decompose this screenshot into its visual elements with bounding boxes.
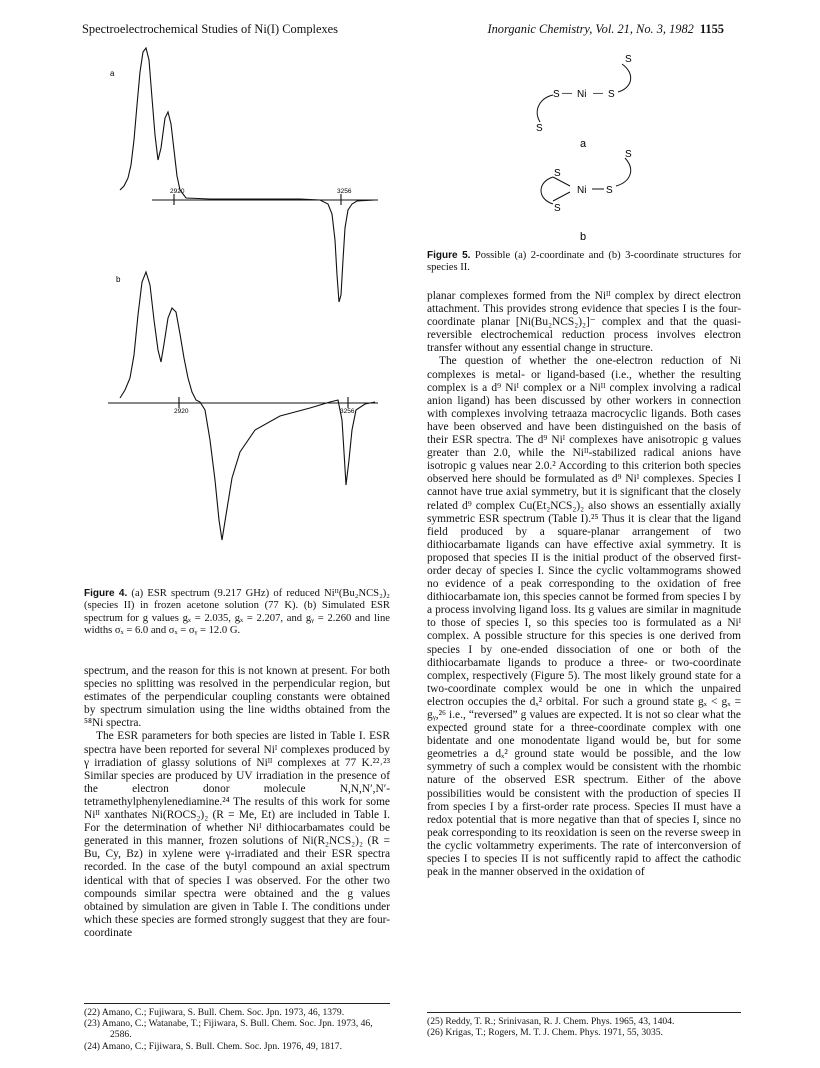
structure-b-s-top: S (625, 149, 632, 160)
structure-a-s-right: S (608, 89, 615, 100)
structure-a-s-bottom: S (536, 123, 543, 134)
panel-b-tick-label-2920: 2920 (174, 408, 189, 415)
left-references (84, 1007, 390, 1052)
footnote-rule-right (427, 1012, 741, 1013)
structure-b-s-lower: S (554, 203, 561, 214)
panel-a-label: a (110, 69, 115, 78)
structure-b (541, 158, 631, 204)
spectrum-b-trace (120, 272, 375, 540)
right-references (427, 1016, 741, 1038)
structure-a-s-top: S (625, 54, 632, 65)
structure-a-ni: Ni (577, 89, 587, 100)
figure-4-label: Figure 4. (84, 588, 128, 599)
structure-b-ni: Ni (577, 185, 587, 196)
footnote-rule-left (84, 1003, 390, 1004)
page-number: 1155 (699, 22, 724, 36)
figure-5-label: Figure 5. (427, 250, 471, 261)
body-paragraph: planar complexes formed from the Niᴵᴵ complex by direct electron attachment. This provides strong evidence that species I is the four-coordinate planar [Ni(Bu₂NCS₂)₂]⁻ complex and that the quasi-reversible electrochemical reduction process involves electron transfer without any essential change in structure. (427, 290, 741, 355)
right-column-body (427, 290, 741, 879)
reference: (22) Amano, C.; Fujiwara, S. Bull. Chem. Soc. Jpn. 1973, 46, 1379. (84, 1007, 345, 1018)
structure-a-s-left: S (553, 89, 560, 100)
structure-a-bond-1: — (562, 88, 572, 99)
running-header-left: Spectroelectrochemical Studies of Ni(I) Complexes (82, 22, 338, 36)
reference: (26) Krigas, T.; Rogers, M. T. J. Chem. Phys. 1971, 55, 3035. (427, 1027, 663, 1039)
figure-4-text: (a) ESR spectrum (9.217 GHz) of reduced Niᴵᴵ(Bu₂NCS₂)₂ (species II) in frozen acetone solution (77 K). (b) Simulated ESR spectrum for g values gₓ = 2.035, gₓ = 2.207, and gᵧ = 2.260 and line widths σₓ = 6.0 and σₓ = σᵧ = 12.0 G. (84, 588, 390, 637)
body-paragraph: The ESR parameters for both species are listed in Table I. ESR spectra have been reported for several Niᴵ complexes produced by γ irradiation of glassy solutions of Niᴵᴵ complexes at 77 K.²²˒²³ Similar species are produced by UV irradiation in the presence of the electron donor molecule N,N,N′,N′-tetramethylphenylenediamine.²⁴ The results of this work for some Niᴵᴵ xanthates Ni(ROCS₂)₂ (R = Me, Et) are included in Table I. For the determination of whether Niᴵ dithiocarbamates could be generated in this manner, frozen solutions of Ni(R₂NCS₂)₂ (R = Bu, Cy, Bz) in xylene were γ-irradiated and their ESR spectra recorded. In the case of the butyl compound an axial spectrum identical with that of species I was observed. For the other two compounds similar spectra were obtained and the g values obtained by simulation are given in Table I. The conditions under which these species are formed strongly suggest that they are four-coordinate (84, 730, 390, 939)
structure-a-label: a (580, 138, 587, 150)
reference: (23) Amano, C.; Watanabe, T.; Fijiwara, S. Bull. Chem. Soc. Jpn. 1973, 46, 2586. (84, 1018, 373, 1041)
figure-4-caption (84, 588, 390, 638)
figure-5-text: Possible (a) 2-coordinate and (b) 3-coordinate structures for species II. (427, 250, 741, 274)
journal-citation: Inorganic Chemistry, Vol. 21, No. 3, 1982 (487, 22, 694, 36)
panel-a-tick-label-3256: 3256 (337, 188, 352, 195)
reference: (25) Reddy, T. R.; Srinivasan, R. J. Chem. Phys. 1965, 43, 1404. (427, 1016, 675, 1027)
body-paragraph: The question of whether the one-electron reduction of Ni complexes is metal- or ligand-based (i.e., whether the resulting complex is a d⁹ Niᴵ complex or a Niᴵᴵ complex involving a radical anion ligand) has been discussed by other workers in connection with complexes involving tetraaza macrocyclic ligands. Both cases have been observed and have been distinguished on the basis of their ESR spectra. The d⁹ Niᴵ complexes have anisotropic g values greater than 2.0, while the Niᴵᴵ-stabilized radical anions have isotropic g values near 2.0.² According to this criterion both species observed here should be formulated as d⁹ Niᴵ complexes. Species I cannot have true axial symmetry, but it is significant that the closely related d⁹ complex Cu(Et₂NCS₂)₂ also shows an essentially axially symmetric ESR spectrum (Table I).²⁵ Thus it is clear that the ligand field produced by a square-planar arrangement of two dithiocarbamate ligands can have effective axial symmetry. It is proposed that species II is the initial product of the observed first-order decay of species I. Since the cyclic voltammograms showed no evidence of a peak corresponding to the oxidation of free dithiocarbamate ion, this species cannot be formed from species I by a process involving ligand loss. Its g values are similar in magnitude to those of species I, so this species too is formulated as a Niᴵ complex. A possible structure for this species is one derived from species I by one-ended dissociation of one or both of the dithiocarbamate ligands to produce a three- or two-coordinate complex, respectively (Figure 5). The most likely ground state for a two-coordinate complex would be one in which the unpaired electron occupies the dₓ² orbital. For such a ground state gₓ < gₓ = gᵧ,²⁶ i.e., “reversed” g values are expected. It is not so clear what the expected ground state for a three-coordinate complex with one bidentate and one monodentate ligand would be, but for some geometries a dₓ² ground state would be possible, and the low symmetry of such a complex would be consistent with the rhombic nature of the observed ESR spectrum. Either of the above possibilities would be consistent with the production of species II from species I by a first-order rate process. Species II must have a redox potential that is more negative than that of species I, since no peak corresponding to its reoxidation is seen on the reverse sweep in the cyclic voltammetry experiments. The rate of interconversion of species I to species II is not sufficently rapid to affect the cathodic peak in the manner observed in the oxidation of (427, 355, 741, 879)
reference: (24) Amano, C.; Fijiwara, S. Bull. Chem. Soc. Jpn. 1976, 49, 1817. (84, 1040, 342, 1052)
panel-b-tick-label-3256: 3256 (340, 408, 355, 415)
left-column-body (84, 665, 390, 940)
structure-b-s-right: S (606, 185, 613, 196)
structure-a-bond-2: — (593, 88, 603, 99)
spectrum-a-trace (120, 48, 375, 302)
panel-a-tick-label-2920: 2920 (170, 188, 185, 195)
body-paragraph: spectrum, and the reason for this is not known at present. For both species no splitting was resolved in the perpendicular region, but estimates of the perpendicular coupling constants were obtained by spectrum simulation using the line widths obtained from the ⁵⁸Ni spectra. (84, 665, 390, 730)
structure-b-s-upper: S (554, 168, 561, 179)
panel-b-label: b (116, 275, 121, 284)
figure-5-caption (427, 250, 741, 275)
structure-b-label: b (580, 231, 587, 243)
